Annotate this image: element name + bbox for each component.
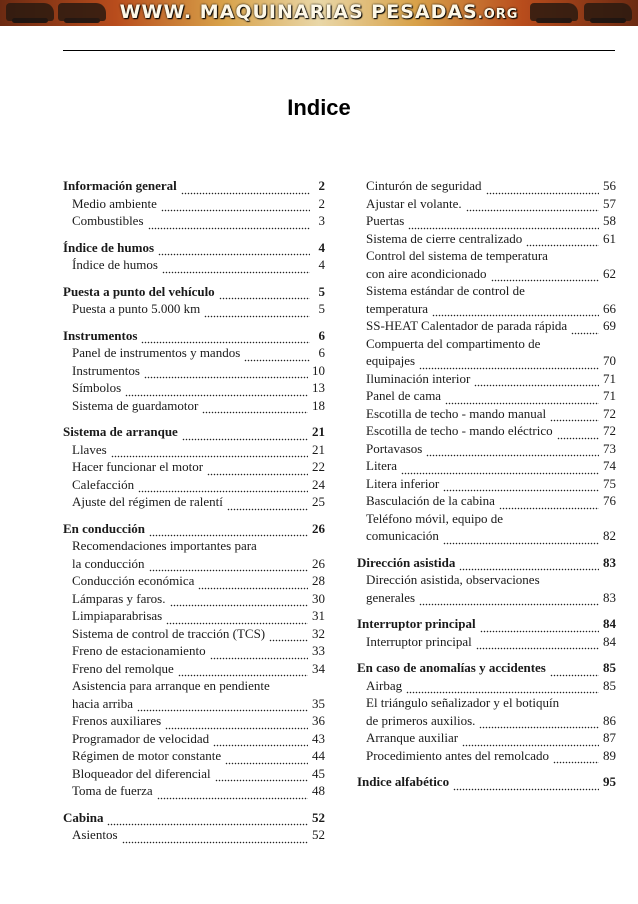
toc-entry-line <box>366 352 616 370</box>
toc-entry-label: Programador de velocidad <box>72 730 210 746</box>
toc-entry-label: Sistema de guardamotor <box>72 397 199 413</box>
toc-entry-label: Teléfono móvil, equipo de <box>366 510 504 526</box>
toc-page-number: 72 <box>603 405 616 421</box>
toc-page-number: 74 <box>603 458 616 473</box>
toc-entry-label: Escotilla de techo - mando manual <box>366 405 547 421</box>
toc-entry-label: Freno de estacionamiento <box>72 643 206 658</box>
toc-entry <box>357 370 616 388</box>
dot-leader <box>445 395 599 405</box>
toc-entry <box>357 317 616 335</box>
toc-entry-label: Índice de humos <box>72 257 158 272</box>
toc-entry-label-continued: generales <box>366 589 416 605</box>
toc-section-heading <box>357 554 616 572</box>
dot-leader <box>148 220 310 230</box>
toc-entry-label: Lámparas y faros. <box>72 590 166 606</box>
toc-entry-label: Sistema de control de tracción (TCS) <box>72 625 266 641</box>
toc-entry <box>357 247 616 282</box>
toc-page-number: 52 <box>312 827 325 842</box>
toc-section-heading <box>63 239 325 257</box>
toc-entry-label: Medio ambiente <box>72 195 157 211</box>
dot-leader <box>426 447 599 457</box>
toc-page-number: 25 <box>312 494 325 509</box>
dot-leader <box>111 448 308 458</box>
toc-section <box>63 520 325 800</box>
toc-page-number: 26 <box>312 555 325 571</box>
banner-text: WWW. MAQUINARIAS PESADAS <box>119 1 478 23</box>
toc-entry <box>357 387 616 405</box>
toc-heading-label: Información general <box>63 178 177 193</box>
toc-entry <box>63 660 325 678</box>
toc-entry <box>357 677 616 695</box>
toc-heading-label: Índice de humos <box>63 239 155 255</box>
toc-section-heading <box>63 177 325 195</box>
dot-leader <box>550 667 599 677</box>
toc-page-number: 84 <box>603 616 616 631</box>
toc-entry-label: Litera inferior <box>366 475 440 491</box>
toc-entry-label: Ajustar el volante. <box>366 195 462 211</box>
toc-page-number: 56 <box>603 178 616 193</box>
toc-page-number: 82 <box>603 528 616 543</box>
dot-leader <box>202 404 308 414</box>
dot-leader <box>486 185 599 195</box>
toc-entry-label: Control del sistema de temperatura <box>366 248 548 263</box>
toc-entry <box>63 537 325 572</box>
toc-section-heading <box>63 520 325 538</box>
toc-entry-line <box>366 265 616 283</box>
toc-page-number: 13 <box>312 380 325 395</box>
dot-leader <box>550 412 599 422</box>
toc-entry <box>63 572 325 590</box>
toc-entry <box>357 747 616 765</box>
dot-leader <box>419 596 599 606</box>
toc-left-column <box>63 177 325 853</box>
toc-section-heading <box>63 809 325 827</box>
toc-entry <box>357 571 616 606</box>
toc-entry-label-continued: hacia arriba <box>72 695 133 711</box>
toc-entry <box>63 677 325 712</box>
toc-page-number: 4 <box>318 239 325 255</box>
toc-page-number: 24 <box>312 476 325 492</box>
dot-leader <box>166 615 308 625</box>
toc-entry-line <box>366 527 616 545</box>
toc-entry-label: Panel de instrumentos y mandos <box>72 345 241 360</box>
toc-entry <box>63 256 325 274</box>
toc-entry <box>357 405 616 423</box>
toc-entry <box>357 633 616 651</box>
toc-page-number: 58 <box>603 213 616 228</box>
toc-page-number: 2 <box>318 195 325 211</box>
toc-section <box>63 327 325 415</box>
toc-page-number: 18 <box>312 397 325 413</box>
toc-entry <box>63 195 325 213</box>
banner-logo <box>0 1 638 23</box>
toc-entry-label: Toma de fuerza <box>72 783 153 798</box>
toc-page-number: 32 <box>312 625 325 641</box>
toc-heading-label: Cabina <box>63 809 104 825</box>
toc-page-number: 70 <box>603 353 616 368</box>
banner-suffix: .ORG <box>477 7 519 22</box>
dot-leader <box>149 527 308 537</box>
toc-entry-label-continued: temperatura <box>366 300 429 316</box>
toc-page-number: 31 <box>312 608 325 623</box>
toc-entry <box>357 212 616 230</box>
toc-heading-label: Sistema de arranque <box>63 424 178 439</box>
dot-leader <box>432 307 599 317</box>
dot-leader <box>462 737 599 747</box>
dot-leader <box>157 790 308 800</box>
toc-page-number: 35 <box>312 695 325 711</box>
dot-leader <box>219 290 310 300</box>
dot-leader <box>408 220 599 230</box>
dot-leader <box>107 816 308 826</box>
toc-page-number: 5 <box>318 283 325 299</box>
toc-entry-label: Símbolos <box>72 380 122 395</box>
toc-entry <box>63 362 325 380</box>
toc-entry-label: El triángulo señalizador y el botiquín <box>366 695 560 710</box>
dot-leader <box>401 465 599 475</box>
dot-leader <box>125 387 308 397</box>
toc-section <box>63 177 325 230</box>
toc-section-heading <box>63 283 325 301</box>
toc-entry <box>63 397 325 415</box>
dot-leader <box>215 772 308 782</box>
toc-entry <box>357 475 616 493</box>
toc-section-heading <box>357 615 616 633</box>
toc-page-number: 4 <box>318 257 325 272</box>
site-banner <box>0 0 638 26</box>
toc-heading-label: Indice alfabético <box>357 774 450 789</box>
toc-entry-line <box>366 589 616 607</box>
toc-entry <box>63 300 325 318</box>
toc-page-number: 36 <box>312 713 325 728</box>
toc-entry <box>357 177 616 195</box>
toc-section <box>63 809 325 844</box>
toc-entry <box>357 694 616 729</box>
toc-page-number: 6 <box>318 327 325 343</box>
toc-entry-label: Cinturón de seguridad <box>366 178 482 193</box>
toc-entry-label-continued: la conducción <box>72 555 145 571</box>
toc-entry <box>357 422 616 440</box>
toc-page-number: 86 <box>603 712 616 728</box>
toc-heading-label: Interruptor principal <box>357 616 476 631</box>
toc-entry-label: Airbag <box>366 677 403 693</box>
toc-page-number: 85 <box>603 677 616 693</box>
toc-entry-line <box>366 712 616 730</box>
toc-entry <box>63 458 325 476</box>
toc-page-number: 30 <box>312 590 325 606</box>
toc-page-number: 52 <box>312 809 325 825</box>
dot-leader <box>165 720 308 730</box>
toc-section-heading <box>63 327 325 345</box>
toc-page-number: 89 <box>603 747 616 763</box>
toc-entry-label: Llaves <box>72 441 107 457</box>
toc-page-number: 21 <box>312 441 325 457</box>
toc-entry-line <box>366 300 616 318</box>
toc-section-heading <box>357 773 616 791</box>
toc-entry-label: Limpiaparabrisas <box>72 608 163 623</box>
toc-page-number: 75 <box>603 475 616 491</box>
dot-leader <box>170 597 309 607</box>
toc-entry <box>357 335 616 370</box>
toc-page-number: 76 <box>603 493 616 508</box>
toc-entry-label: Interruptor principal <box>366 633 472 649</box>
toc-page-number: 21 <box>312 424 325 439</box>
toc-section-heading <box>63 423 325 441</box>
dot-leader <box>557 430 599 440</box>
dot-leader <box>269 632 308 642</box>
dot-leader <box>225 755 308 765</box>
page-title: Indice <box>287 95 351 120</box>
toc-page-number: 22 <box>312 459 325 474</box>
toc-entry <box>63 730 325 748</box>
toc-page-number: 10 <box>312 362 325 378</box>
toc-entry-label: Compuerta del compartimento de <box>366 335 541 351</box>
dot-leader <box>138 483 308 493</box>
toc-entry-label: Recomendaciones importantes para <box>72 538 257 553</box>
toc-entry-label-continued: equipajes <box>366 353 416 368</box>
toc-entry-label-continued: de primeros auxilios. <box>366 712 476 728</box>
toc-page-number: 69 <box>603 318 616 333</box>
toc-entry <box>357 457 616 475</box>
toc-entry-label: Portavasos <box>366 440 423 456</box>
toc-entry-label: Frenos auxiliares <box>72 713 162 728</box>
toc-entry-label: SS-HEAT Calentador de parada rápida <box>366 318 568 333</box>
toc-page-number: 73 <box>603 440 616 456</box>
toc-entry-label: Freno del remolque <box>72 660 174 676</box>
toc-page-number: 6 <box>318 345 325 360</box>
toc-entry-label: Iluminación interior <box>366 370 471 386</box>
dot-leader <box>479 719 599 729</box>
dot-leader <box>419 360 599 370</box>
toc-page-number: 84 <box>603 633 616 649</box>
toc-page-number: 57 <box>603 195 616 211</box>
toc-section <box>63 283 325 318</box>
dot-leader <box>443 482 599 492</box>
toc-entry <box>357 195 616 213</box>
dot-leader <box>474 377 599 387</box>
dot-leader <box>227 501 308 511</box>
dot-leader <box>122 834 309 844</box>
toc-heading-label: Instrumentos <box>63 327 138 343</box>
toc-entry-label: Sistema de cierre centralizado <box>366 230 523 246</box>
toc-page-number: 61 <box>603 230 616 246</box>
toc-entry-label: Asientos <box>72 827 118 842</box>
toc-entry-label: Combustibles <box>72 213 144 228</box>
dot-leader <box>553 754 599 764</box>
toc-section-heading <box>357 659 616 677</box>
toc-page-number: 71 <box>603 388 616 403</box>
toc-page-number: 71 <box>603 370 616 386</box>
toc-section <box>357 615 616 650</box>
toc-section <box>63 423 325 511</box>
toc-section <box>357 177 616 545</box>
dot-leader <box>210 650 308 660</box>
toc-entry-label: Panel de cama <box>366 388 442 403</box>
toc-entry <box>63 476 325 494</box>
toc-entry <box>63 344 325 362</box>
toc-entry <box>63 441 325 459</box>
dot-leader <box>161 202 310 212</box>
toc-page-number: 87 <box>603 730 616 745</box>
toc-entry <box>357 230 616 248</box>
dot-leader <box>466 202 599 212</box>
toc-page-number: 83 <box>603 554 616 570</box>
toc-page-number: 44 <box>312 748 325 763</box>
toc-entry-line <box>72 555 325 573</box>
toc-entry-label: Ajuste del régimen de ralentí <box>72 494 223 509</box>
toc-section <box>63 239 325 274</box>
dot-leader <box>406 684 599 694</box>
toc-entry-label: Puertas <box>366 213 405 228</box>
toc-entry <box>63 826 325 844</box>
toc-entry-label: Escotilla de techo - mando eléctrico <box>366 423 553 438</box>
toc-page-number: 83 <box>603 589 616 605</box>
toc-section <box>357 659 616 764</box>
dot-leader <box>162 264 310 274</box>
dot-leader <box>491 272 599 282</box>
dot-leader <box>181 185 310 195</box>
toc-entry <box>63 590 325 608</box>
toc-page-number: 28 <box>312 573 325 588</box>
toc-page-number: 85 <box>603 660 616 675</box>
toc-heading-label: En caso de anomalías y accidentes <box>357 660 546 675</box>
toc-entry-label: Régimen de motor constante <box>72 748 222 763</box>
toc-entry-label: Arranque auxiliar <box>366 730 459 745</box>
toc-section <box>357 773 616 791</box>
toc-page-number: 48 <box>312 783 325 798</box>
dot-leader <box>137 702 308 712</box>
toc-entry <box>63 379 325 397</box>
toc-page-number: 3 <box>318 213 325 228</box>
toc-entry-label: Hacer funcionar el motor <box>72 459 204 474</box>
dot-leader <box>526 237 599 247</box>
toc-entry <box>63 765 325 783</box>
toc-entry <box>357 729 616 747</box>
dot-leader <box>453 781 599 791</box>
dot-leader <box>244 352 310 362</box>
dot-leader <box>204 308 310 318</box>
toc-page-number: 62 <box>603 265 616 281</box>
dot-leader <box>141 334 310 344</box>
toc-entry <box>357 492 616 510</box>
toc-page-number: 34 <box>312 660 325 676</box>
dot-leader <box>178 667 308 677</box>
dot-leader <box>499 500 599 510</box>
toc-entry-label: Basculación de la cabina <box>366 493 495 508</box>
toc-entry <box>63 625 325 643</box>
toc-entry-label: Instrumentos <box>72 362 140 378</box>
toc-entry-label-continued: comunicación <box>366 528 439 543</box>
toc-page-number: 66 <box>603 300 616 316</box>
dot-leader <box>459 561 599 571</box>
dot-leader <box>443 535 599 545</box>
dot-leader <box>480 623 599 633</box>
toc-page-number: 33 <box>312 643 325 658</box>
toc-heading-label: Dirección asistida <box>357 554 456 570</box>
toc-heading-label: Puesta a punto del vehículo <box>63 283 215 299</box>
toc-entry-label: Bloqueador del diferencial <box>72 765 211 781</box>
toc-entry <box>63 493 325 511</box>
toc-entry-label: Calefacción <box>72 476 135 492</box>
toc-entry <box>63 607 325 625</box>
toc-page-number: 95 <box>603 774 616 789</box>
toc-page-number: 5 <box>318 301 325 316</box>
toc-entry <box>357 440 616 458</box>
toc-entry <box>63 747 325 765</box>
toc-page-number: 45 <box>312 765 325 781</box>
header-rule <box>63 50 615 51</box>
toc-entry-label: Procedimiento antes del remolcado <box>366 747 550 763</box>
toc-entry <box>63 712 325 730</box>
dot-leader <box>149 562 308 572</box>
toc-page-number: 2 <box>318 178 325 193</box>
dot-leader <box>571 325 599 335</box>
dot-leader <box>182 431 308 441</box>
toc-entry-label: Dirección asistida, observaciones <box>366 572 540 587</box>
toc-entry-line <box>72 695 325 713</box>
dot-leader <box>158 246 310 256</box>
toc-entry-label: Sistema estándar de control de <box>366 283 525 298</box>
toc-entry-label: Asistencia para arranque en pendiente <box>72 678 270 693</box>
toc-page-number: 43 <box>312 730 325 746</box>
toc-page-number: 72 <box>603 423 616 438</box>
dot-leader <box>207 466 308 476</box>
dot-leader <box>476 640 599 650</box>
toc-entry <box>357 510 616 545</box>
toc-heading-label: En conducción <box>63 520 145 536</box>
toc-entry <box>357 282 616 317</box>
toc-entry-label: Puesta a punto 5.000 km <box>72 301 201 316</box>
dot-leader <box>213 737 308 747</box>
toc-entry <box>63 642 325 660</box>
toc-entry-label-continued: con aire acondicionado <box>366 265 487 281</box>
toc-entry <box>63 782 325 800</box>
toc-section <box>357 554 616 607</box>
toc-entry-label: Conducción económica <box>72 573 195 588</box>
dot-leader <box>144 369 308 379</box>
dot-leader <box>198 580 308 590</box>
toc-entry-label: Litera <box>366 458 398 473</box>
toc-right-column <box>357 177 616 800</box>
toc-page-number: 26 <box>312 520 325 536</box>
toc-entry <box>63 212 325 230</box>
